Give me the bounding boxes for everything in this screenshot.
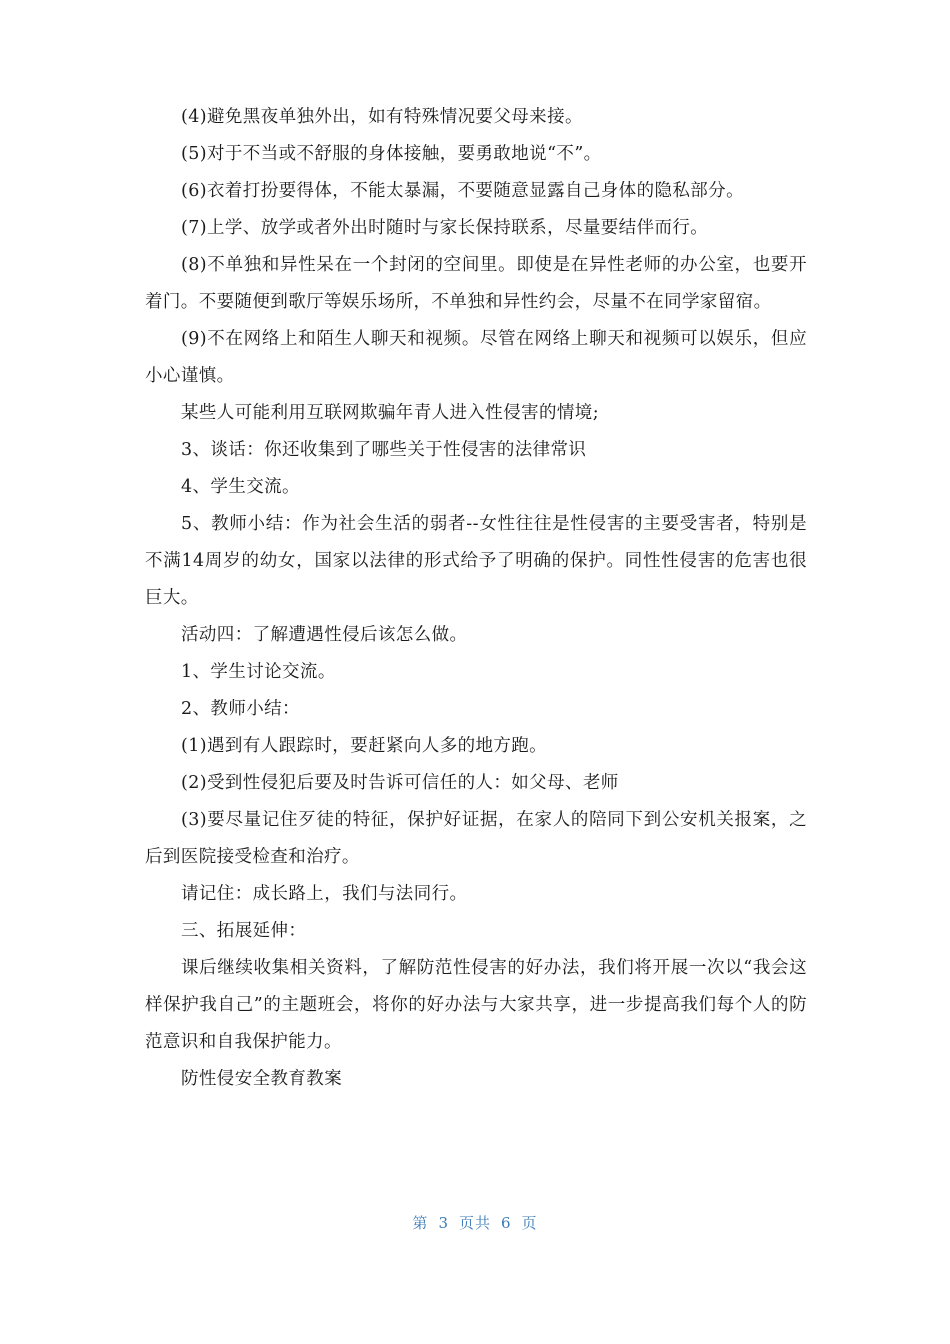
page-footer [0, 1212, 950, 1233]
paragraph: (8)不单独和异性呆在一个封闭的空间里。即使是在异性老师的办公室，也要开着门。不要随便到歌厅等娱乐场所，不单独和异性约会，尽量不在同学家留宿。 [145, 255, 807, 312]
paragraph: (3)要尽量记住歹徒的特征，保护好证据，在家人的陪同下到公安机关报案，之后到医院接受检查和治疗。 [145, 810, 807, 867]
paragraph: (5)对于不当或不舒服的身体接触，要勇敢地说“不”。 [181, 144, 602, 164]
footer-current-page: 3 [438, 1214, 449, 1232]
paragraph: (9)不在网络上和陌生人聊天和视频。尽管在网络上聊天和视频可以娱乐，但应小心谨慎。 [145, 329, 807, 386]
paragraph: 某些人可能利用互联网欺骗年青人进入性侵害的情境; [181, 403, 599, 423]
paragraph: 请记住：成长路上，我们与法同行。 [181, 884, 468, 904]
paragraph: (6)衣着打扮要得体，不能太暴漏，不要随意显露自己身体的隐私部分。 [181, 181, 744, 201]
footer-prefix: 第 [412, 1214, 429, 1232]
paragraph: 三、拓展延伸： [181, 921, 307, 941]
paragraph: 1、学生讨论交流。 [181, 662, 336, 682]
paragraph: (7)上学、放学或者外出时随时与家长保持联系，尽量要结伴而行。 [181, 218, 709, 238]
document-body [145, 99, 807, 1098]
paragraph: 防性侵安全教育教案 [181, 1069, 343, 1089]
paragraph: (4)避免黑夜单独外出，如有特殊情况要父母来接。 [181, 107, 583, 127]
paragraph: 2、教师小结： [181, 699, 300, 719]
paragraph: (1)遇到有人跟踪时，要赶紧向人多的地方跑。 [181, 736, 548, 756]
footer-middle: 页共 [458, 1214, 491, 1232]
footer-total-pages: 6 [501, 1214, 512, 1232]
footer-suffix: 页 [521, 1214, 538, 1232]
paragraph: 5、教师小结：作为社会生活的弱者--女性往往是性侵害的主要受害者，特别是不满14周岁的幼女，国家以法律的形式给予了明确的保护。同性性侵害的危害也很巨大。 [145, 514, 807, 608]
paragraph: 课后继续收集相关资料，了解防范性侵害的好办法，我们将开展一次以“我会这样保护我自己”的主题班会，将你的好办法与大家共享，进一步提高我们每个人的防范意识和自我保护能力。 [145, 958, 807, 1052]
paragraph: 3、谈话：你还收集到了哪些关于性侵害的法律常识 [181, 440, 587, 460]
paragraph: (2)受到性侵犯后要及时告诉可信任的人：如父母、老师 [181, 773, 619, 793]
paragraph: 4、学生交流。 [181, 477, 300, 497]
paragraph: 活动四：了解遭遇性侵后该怎么做。 [181, 625, 468, 645]
